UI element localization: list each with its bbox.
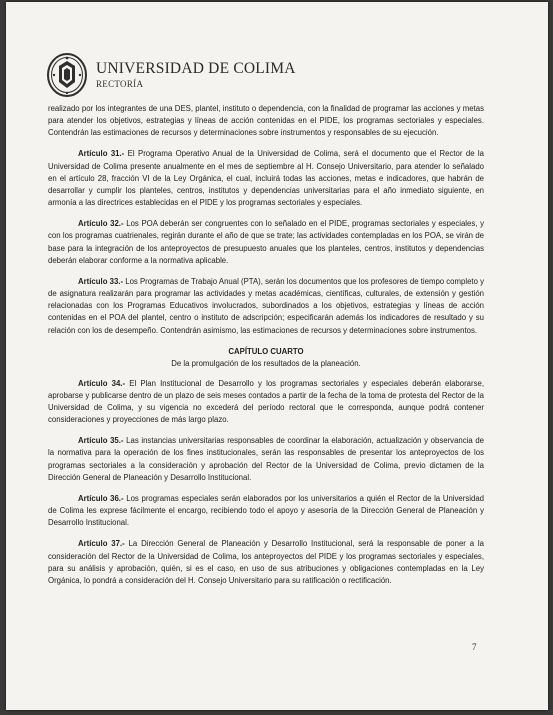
article-text: Los POA deberán ser congruentes con lo señalado en el PIDE, programas sectoriales y especiales, y con los programas cuatrienales, regirán durante el año de que se trate; las actividades contempladas en los POA, se virán de base para la integración de los anteproyectos de presupuesto anuales que los planteles, centros, institutos y dependencias deberán elaborar conforme a la normativa aplicable. bbox=[48, 219, 484, 265]
article-36 bbox=[48, 493, 484, 529]
article-text: Los programas especiales serán elaborados por los universitarios a quién el Rector de la Universidad de Colima les exprese fácilmente el encargo, recibiendo todo el apoyo y asesoría de la Dirección General de Planeación y Desarrollo Institucional. bbox=[48, 493, 484, 528]
article-31 bbox=[48, 148, 484, 209]
article-text: Los Programas de Trabajo Anual (PTA), serán los documentos que los profesores de tiempo completo y de asignatura realizarán para programar las actividades y metas académicas, científicas, culturales, de extensión y gestión relacionadas con los Programas Educativos involucrados, subordinados a los objetivos, estrategias y líneas de acción contenidas en el POA del plantel, centro o instituto de adscripción; especificarán además los indicadores de resultado y su relación con los de desempeño. Contendrán asimismo, las estimaciones de recursos y determinaciones sobre instrumentos. bbox=[48, 276, 484, 335]
article-label: Artículo 36.- bbox=[78, 493, 124, 503]
document-body bbox=[48, 103, 484, 596]
article-label: Artículo 31.- bbox=[78, 149, 125, 159]
article-label: Artículo 32.- bbox=[78, 219, 124, 229]
article-label: Artículo 33.- bbox=[78, 276, 124, 286]
chapter-heading bbox=[48, 346, 484, 370]
university-name: UNIVERSIDAD DE COLIMA bbox=[96, 60, 296, 77]
article-32 bbox=[48, 218, 484, 267]
article-text: El Plan Institucional de Desarrollo y los programas sectoriales y especiales deberán elaborarse, aprobarse y publicarse dentro de un plazo de seis meses contados a partir de la fecha de la toma de protesta del Rector de la Universidad de Colima, y su vigencia no excederá del período rectoral que le corresponda, aunque podrá contener consideraciones y proyecciones de más largo plazo. bbox=[48, 378, 485, 425]
chapter-title: CAPÍTULO CUARTO bbox=[228, 346, 304, 356]
university-seal-icon bbox=[46, 52, 88, 98]
chapter-subtitle: De la promulgación de los resultados de la planeación. bbox=[171, 358, 361, 368]
document-page bbox=[6, 2, 548, 710]
article-37 bbox=[48, 538, 484, 587]
article-text: La Dirección General de Planeación y Desarrollo Institucional, será la responsable de poner a la consideración del Rector de la Universidad de Colima, los anteproyectos del PIDE y los programas sectoriales y especiales, para su análisis y aprobación, quién, si es el caso, en uso de sus atribuciones y obligaciones contempladas en la Ley Orgánica, lo pondrá a consideración del H. Consejo Universitario para su ratificación o rectificación. bbox=[48, 539, 484, 585]
page-number: 7 bbox=[472, 642, 477, 652]
article-label: Artículo 37.- bbox=[78, 539, 125, 549]
article-text: El Programa Operativo Anual de la Universidad de Colima, será el documento que el Rector de la Universidad de Colima presente anualmente en el mes de septiembre al H. Consejo Universitario, para atender lo señalado en el artículo 28, fracción VI de la Ley Orgánica, el cual, incluirá todas las acciones, metas e indicadores, que habrán de desarrollar y cumplir los planteles, centros, institutos y dependencias universitarias para el año inmediato siguiente, en armonía a las directrices establecidas en el PIDE y los programas sectoriales y especiales. bbox=[48, 149, 484, 208]
article-35 bbox=[48, 435, 484, 484]
article-label: Artículo 35.- bbox=[78, 436, 124, 446]
department-name: RECTORÍA bbox=[96, 79, 144, 89]
article-33 bbox=[48, 276, 484, 337]
article-34 bbox=[48, 378, 484, 427]
article-text: Las instancias universitarias responsables de coordinar la elaboración, actualización y observancia de la normativa para la operación de los fines institucionales, serán las responsables de presentar los anteproyectos de los programas sectoriales a la consideración y aprobación del Rector de la Universidad de Colima, previo dictamen de la Dirección General de Planeación y Desarrollo Institucional. bbox=[48, 436, 485, 482]
intro-paragraph: realizado por los integrantes de una DES, plantel, instituto o dependencia, con la finalidad de programar las acciones y metas para atender los objetivos, estrategias y líneas de acción contenidas en el PIDE, los programas sectoriales y especiales. Contendrán las estimaciones de recursos y determinaciones sobre instrumentos y responsables de su ejecución. bbox=[48, 104, 484, 138]
article-label: Artículo 34.- bbox=[78, 378, 126, 388]
